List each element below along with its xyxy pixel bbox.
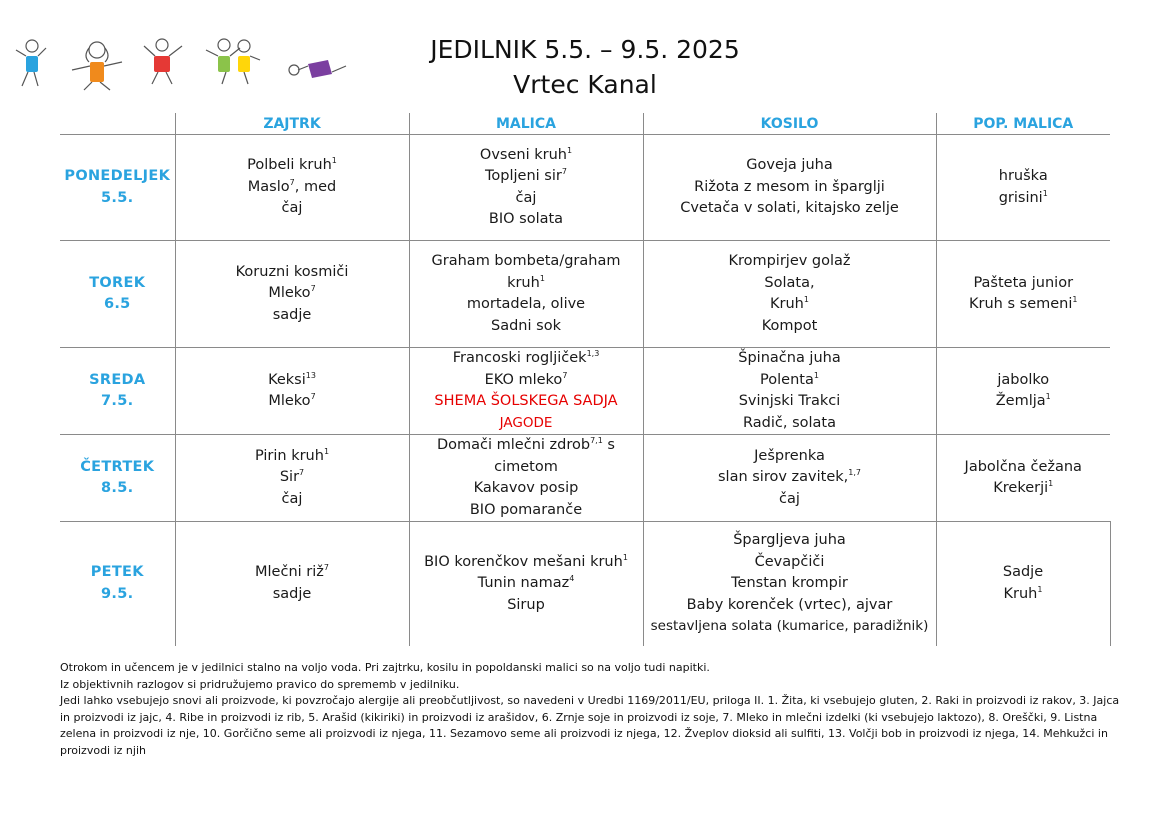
menu-item: Ješprenka: [754, 447, 825, 464]
table-row: [60, 435, 1110, 522]
menu-item: BIO korenčkov mešani kruh$^1$: [424, 552, 628, 570]
header-zajtrk: ZAJTRK: [175, 113, 409, 135]
menu-item: Ovseni kruh$^1$: [479, 145, 573, 163]
table-row: [60, 522, 1110, 646]
kosilo-cell: [643, 241, 936, 348]
day-cell: [60, 522, 175, 646]
fruit-scheme-highlight: JAGODE: [499, 414, 553, 431]
menu-item: Cvetača v solati, kitajsko zelje: [680, 200, 899, 217]
menu-item: Špinačna juha: [738, 350, 841, 366]
pop-malica-cell: [936, 435, 1110, 522]
menu-item: Žemlja$^1$: [995, 392, 1051, 409]
menu-item: Kakavov posip: [473, 480, 579, 496]
menu-item: sestavljena solata (kumarice, paradižnik): [650, 618, 929, 634]
menu-item: Tenstan krompir: [731, 575, 848, 591]
day-date: 9.5.: [101, 585, 134, 602]
allergen-number: 1,7: [848, 468, 861, 478]
menu-item: Krekerji$^1$: [993, 479, 1054, 496]
table-row: [60, 135, 1110, 241]
allergen-number: 7: [299, 468, 305, 478]
menu-item: čaj: [779, 490, 800, 507]
menu-item: cimetom: [494, 458, 558, 475]
table-row: [60, 241, 1110, 348]
day-name: PONEDELJEK: [64, 168, 171, 184]
menu-item: čaj: [281, 490, 303, 507]
fruit-scheme-highlight: SHEMA ŠOLSKEGA SADJA: [434, 393, 618, 409]
menu-item: Kruh s semeni$^1$: [969, 295, 1078, 312]
dancing-children-drawing-icon: [12, 36, 372, 96]
page-title: JEDILNIK 5.5. – 9.5. 2025: [430, 35, 740, 64]
malica-cell: [409, 435, 643, 522]
footnotes: [60, 660, 1120, 759]
allergen-number: 1: [1072, 295, 1078, 304]
pop-malica-cell: [936, 522, 1110, 646]
allergen-number: 7,1: [590, 436, 603, 445]
menu-item: Mleko$^7$: [268, 392, 316, 409]
menu-item: sadje: [272, 585, 312, 602]
allergen-number: 1,3: [586, 349, 600, 358]
allergen-number: 7: [323, 563, 329, 573]
kosilo-cell: [643, 435, 936, 522]
menu-item: kruh$^1$: [507, 273, 545, 291]
malica-cell: [409, 135, 643, 241]
allergen-number: 1: [331, 156, 337, 166]
menu-item: hruška: [998, 168, 1048, 184]
day-cell: [60, 135, 175, 241]
allergen-number: 1: [539, 273, 545, 283]
zajtrk-cell: [175, 435, 409, 522]
menu-item: BIO solata: [488, 211, 564, 227]
menu-item: Jabolčna čežana: [964, 458, 1082, 475]
allergen-number: 1: [1048, 479, 1054, 488]
menu-item: Sirup: [507, 596, 545, 613]
allergen-number: 1: [803, 295, 809, 304]
header-kosilo: KOSILO: [643, 113, 936, 135]
pop-malica-cell: [936, 348, 1110, 435]
header-empty: [60, 113, 175, 135]
menu-item: Čevapčiči: [754, 553, 825, 570]
pop-malica-cell: [936, 241, 1110, 348]
table-row: [60, 348, 1110, 435]
menu-item: Mlečni riž$^7$: [255, 563, 329, 581]
allergen-number: 1: [813, 370, 819, 380]
day-name: PETEK: [90, 564, 144, 581]
zajtrk-cell: [175, 135, 409, 241]
malica-cell: [409, 348, 643, 435]
day-date: 7.5.: [101, 393, 134, 409]
menu-item: BIO pomaranče: [469, 501, 583, 518]
allergen-number: 13: [305, 370, 316, 380]
allergen-number: 4: [569, 574, 575, 583]
menu-item: slan sirov zavitek,$^{1,7}$: [717, 468, 861, 486]
menu-item: Solata,: [764, 274, 815, 291]
day-name: ČETRTEK: [80, 458, 155, 475]
menu-item: Keksi$^{13}$: [268, 370, 316, 388]
menu-item: Kruh$^1$: [770, 295, 809, 312]
menu-item: Maslo$^7$, med: [247, 177, 337, 195]
kosilo-cell: [643, 522, 936, 646]
menu-item: Polbeli kruh$^1$: [247, 156, 337, 174]
menu-item: Radič, solata: [743, 414, 836, 431]
allergen-number: 7: [310, 284, 316, 294]
allergen-number: 1: [566, 145, 573, 155]
allergen-number: 7: [562, 370, 568, 380]
menu-item: Rižota z mesom in šparglji: [694, 178, 885, 195]
menu-item: Koruzni kosmiči: [235, 263, 349, 280]
day-cell: [60, 348, 175, 435]
day-cell: [60, 241, 175, 348]
menu-item: jabolko: [997, 371, 1050, 388]
allergen-number: 1: [1045, 392, 1051, 401]
menu-item: Pirin kruh$^1$: [254, 446, 330, 464]
zajtrk-cell: [175, 522, 409, 646]
menu-item: Sadni sok: [491, 317, 561, 334]
header-malica: MALICA: [409, 113, 643, 135]
menu-item: Domači mlečni zdrob$^{7,1}$ s: [437, 436, 615, 453]
zajtrk-cell: [175, 241, 409, 348]
page-subtitle: Vrtec Kanal: [513, 70, 657, 99]
kosilo-cell: [643, 135, 936, 241]
day-date: 6.5: [103, 296, 131, 312]
note-allergens: Jedi lahko vsebujejo snovi ali proizvode, ki povzročajo alergije ali preobčutljivost, so navedeni v Uredbi 1169/2011/EU, priloga II. 1. Žita, ki vsebujejo gluten, 2. Raki in proizvodi iz rakov, 3. Jajca in proizvodi iz jajc, 4. Ribe in proizvodi iz rib, 5. Arašid (kikiriki) in proizvodi iz arašidov, 6. Zrnje soje in proizvodi iz soje, 7. Mleko in mlečni izdelki (ki vsebujejo laktozo), 8. Oreščki, 9. Listna zelena in proizvodi iz nje, 10. Gorčično seme ali proizvodi iz njega, 11. Sezamovo seme ali proizvodi iz njega, 12. Žveplov dioksid ali sulfiti, 13. Volčji bob in proizvodi iz njega, 14. Mehkužci in proizvodi iz njih: [60, 694, 1120, 757]
kosilo-cell: [643, 348, 936, 435]
malica-cell: [409, 522, 643, 646]
day-cell: [60, 435, 175, 522]
menu-item: Pašteta junior: [973, 274, 1074, 291]
menu-item: EKO mleko$^7$: [484, 370, 568, 388]
menu-item: Topljeni sir$^7$: [485, 167, 567, 184]
malica-cell: [409, 241, 643, 348]
menu-item: sadje: [272, 306, 312, 323]
table-header-row: [60, 113, 1110, 135]
day-date: 8.5.: [101, 480, 134, 496]
allergen-number: 1: [622, 552, 628, 562]
menu-item: Baby korenček (vrtec), ajvar: [686, 596, 893, 613]
menu-item: Tunin namaz$^4$: [477, 574, 575, 591]
menu-item: Goveja juha: [746, 157, 833, 174]
menu-item: Sir$^7$: [279, 468, 305, 486]
allergen-number: 7: [289, 177, 295, 187]
note-water: Otrokom in učencem je v jedilnici stalno na voljo voda. Pri zajtrku, kosilu in popoldanski malici so na voljo tudi napitki.: [60, 661, 710, 674]
menu-item: Svinjski Trakci: [738, 393, 841, 409]
note-changes: Iz objektivnih razlogov si pridružujemo pravico do sprememb v jedilniku.: [60, 677, 460, 691]
menu-item: Polenta$^1$: [760, 370, 819, 388]
menu-item: Kompot: [761, 317, 818, 334]
menu-item: Krompirjev golaž: [728, 253, 851, 269]
menu-item: Sadje: [1002, 564, 1044, 581]
zajtrk-cell: [175, 348, 409, 435]
menu-item: grisini$^1$: [998, 188, 1048, 206]
day-date: 5.5.: [101, 189, 134, 206]
menu-table: [60, 113, 1111, 646]
menu-item: čaj: [281, 200, 303, 217]
header-pop-malica: POP. MALICA: [936, 113, 1110, 135]
allergen-number: 7: [561, 167, 567, 176]
day-name: TOREK: [89, 274, 146, 291]
menu-item: Francoski rogljiček$^{1,3}$: [452, 349, 600, 366]
menu-item: čaj: [515, 189, 537, 206]
menu-item: mortadela, olive: [466, 296, 586, 312]
allergen-number: 1: [1042, 188, 1048, 198]
menu-item: Graham bombeta/graham: [431, 253, 621, 269]
allergen-number: 7: [310, 392, 316, 401]
pop-malica-cell: [936, 135, 1110, 241]
allergen-number: 1: [323, 446, 330, 456]
menu-item: Špargljeva juha: [733, 532, 846, 548]
day-name: SREDA: [89, 371, 146, 388]
menu-item: Mleko$^7$: [268, 284, 316, 302]
allergen-number: 1: [1037, 584, 1043, 594]
menu-item: Kruh$^1$: [1003, 584, 1043, 602]
